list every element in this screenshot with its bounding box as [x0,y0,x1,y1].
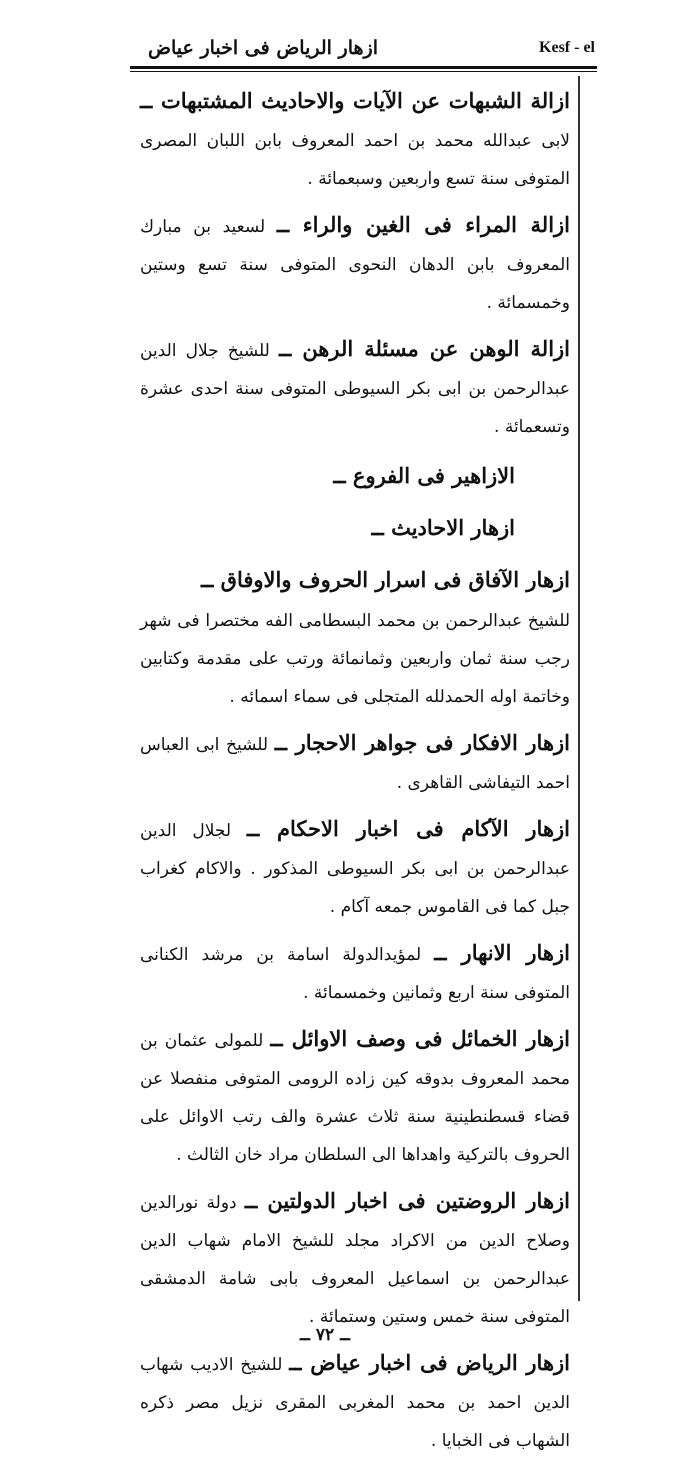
entry-title: ازهار الافكار فى جواهر الاحجار ــ [274,730,570,755]
header-rule [130,66,597,69]
entry [140,330,570,446]
running-keyword: Kesf - el [539,39,595,56]
entry-title: ازهار الروضتين فى اخبار الدولتين ــ [244,1188,571,1213]
entry-text: للشيخ الاديب شهاب الدين احمد بن محمد المغربى المقرى نزيل مصر ذكره الشهاب فى الخبايا . [140,1355,570,1451]
entry [140,724,570,802]
entry-title: ازهار الاحاديث ــ [371,515,515,540]
entry-title: ازهار الآكام فى اخبار الاحكام ــ [246,816,570,841]
entry [140,454,570,498]
entry-title: ازهار الانهار ــ [434,940,570,965]
entry [140,1344,570,1460]
entry-text: للمولى عثمان بن محمد المعروف بدوقه كين زاده الرومى المتوفى منفصلا عن قضاء قسطنطينية سنة ثلاث عشرة والف رتب الاوائل على الحروف بالتركية واهداها الى السلطان مراد خان الثالث . [140,1031,570,1165]
entry-text: للشيخ جلال الدين عبدالرحمن بن ابى بكر السيوطى المتوفى سنة احدى عشرة وتسعمائة . [140,341,570,437]
running-title: ازهار الرياض فى اخبار عياض [148,37,378,59]
entry-title: الازاهير فى الفروع ــ [333,463,515,488]
entry-text: للشيخ عبدالرحمن بن محمد البسطامى الفه مختصرا فى شهر رجب سنة ثمان واربعين وثمانمائة ورتب على مقدمة وكتابين وخاتمة اوله الحمدلله المتجلى فى سماء اسمائه . [140,611,570,707]
entry [140,558,570,716]
header-rule-thin [130,71,597,72]
entry-title: ازالة الوهن عن مسئلة الرهن ــ [278,336,571,361]
entry-title: ازالة الشبهات عن الآيات والاحاديث المشتبهات ــ [140,88,570,113]
entry-text: دولة نورالدين وصلاح الدين من الاكراد مجلد للشيخ الامام شهاب الدين عبدالرحمن بن اسماعيل المعروف بابى شامة الدمشقى المتوفى سنة خمس وستين وستمائة . [140,1193,570,1327]
entry-title: ازهار الآفاق فى اسرار الحروف والاوفاق ــ [201,567,570,592]
entry [140,506,570,550]
entry [140,206,570,322]
entry [140,934,570,1012]
entry-text: للشيخ ابى العباس احمد التيفاشى القاهرى . [140,735,570,793]
entry [140,1182,570,1336]
page-number: ــ ٧٢ ــ [300,1325,351,1345]
entry [140,1020,570,1174]
entry-text: لجلال الدين عبدالرحمن بن ابى بكر السيوطى المذكور . والاكام كغراب جبل كما فى القاموس جمعه آكام . [140,821,570,917]
entry-title: ازالة المراء فى الغين والراء ــ [276,212,571,237]
entry-title: ازهار الخمائل فى وصف الاوائل ــ [270,1026,570,1051]
entry-text: لمؤيدالدولة اسامة بن مرشد الكنانى المتوفى سنة اربع وثمانين وخمسمائة . [140,945,570,1003]
running-header [130,34,595,66]
entry [140,810,570,926]
entry-title: ازهار الرياض فى اخبار عياض ــ [289,1350,570,1375]
entry-text: لسعيد بن مبارك المعروف بابن الدهان النحوى المتوفى سنة تسع وستين وخمسمائة . [140,217,570,313]
entry-text: لابى عبدالله محمد بن احمد المعروف بابن اللبان المصرى المتوفى سنة تسع واربعين وسبعمائة . [140,131,570,189]
entry [140,82,570,198]
entries-column [140,82,570,1468]
margin-rule [578,76,580,1301]
